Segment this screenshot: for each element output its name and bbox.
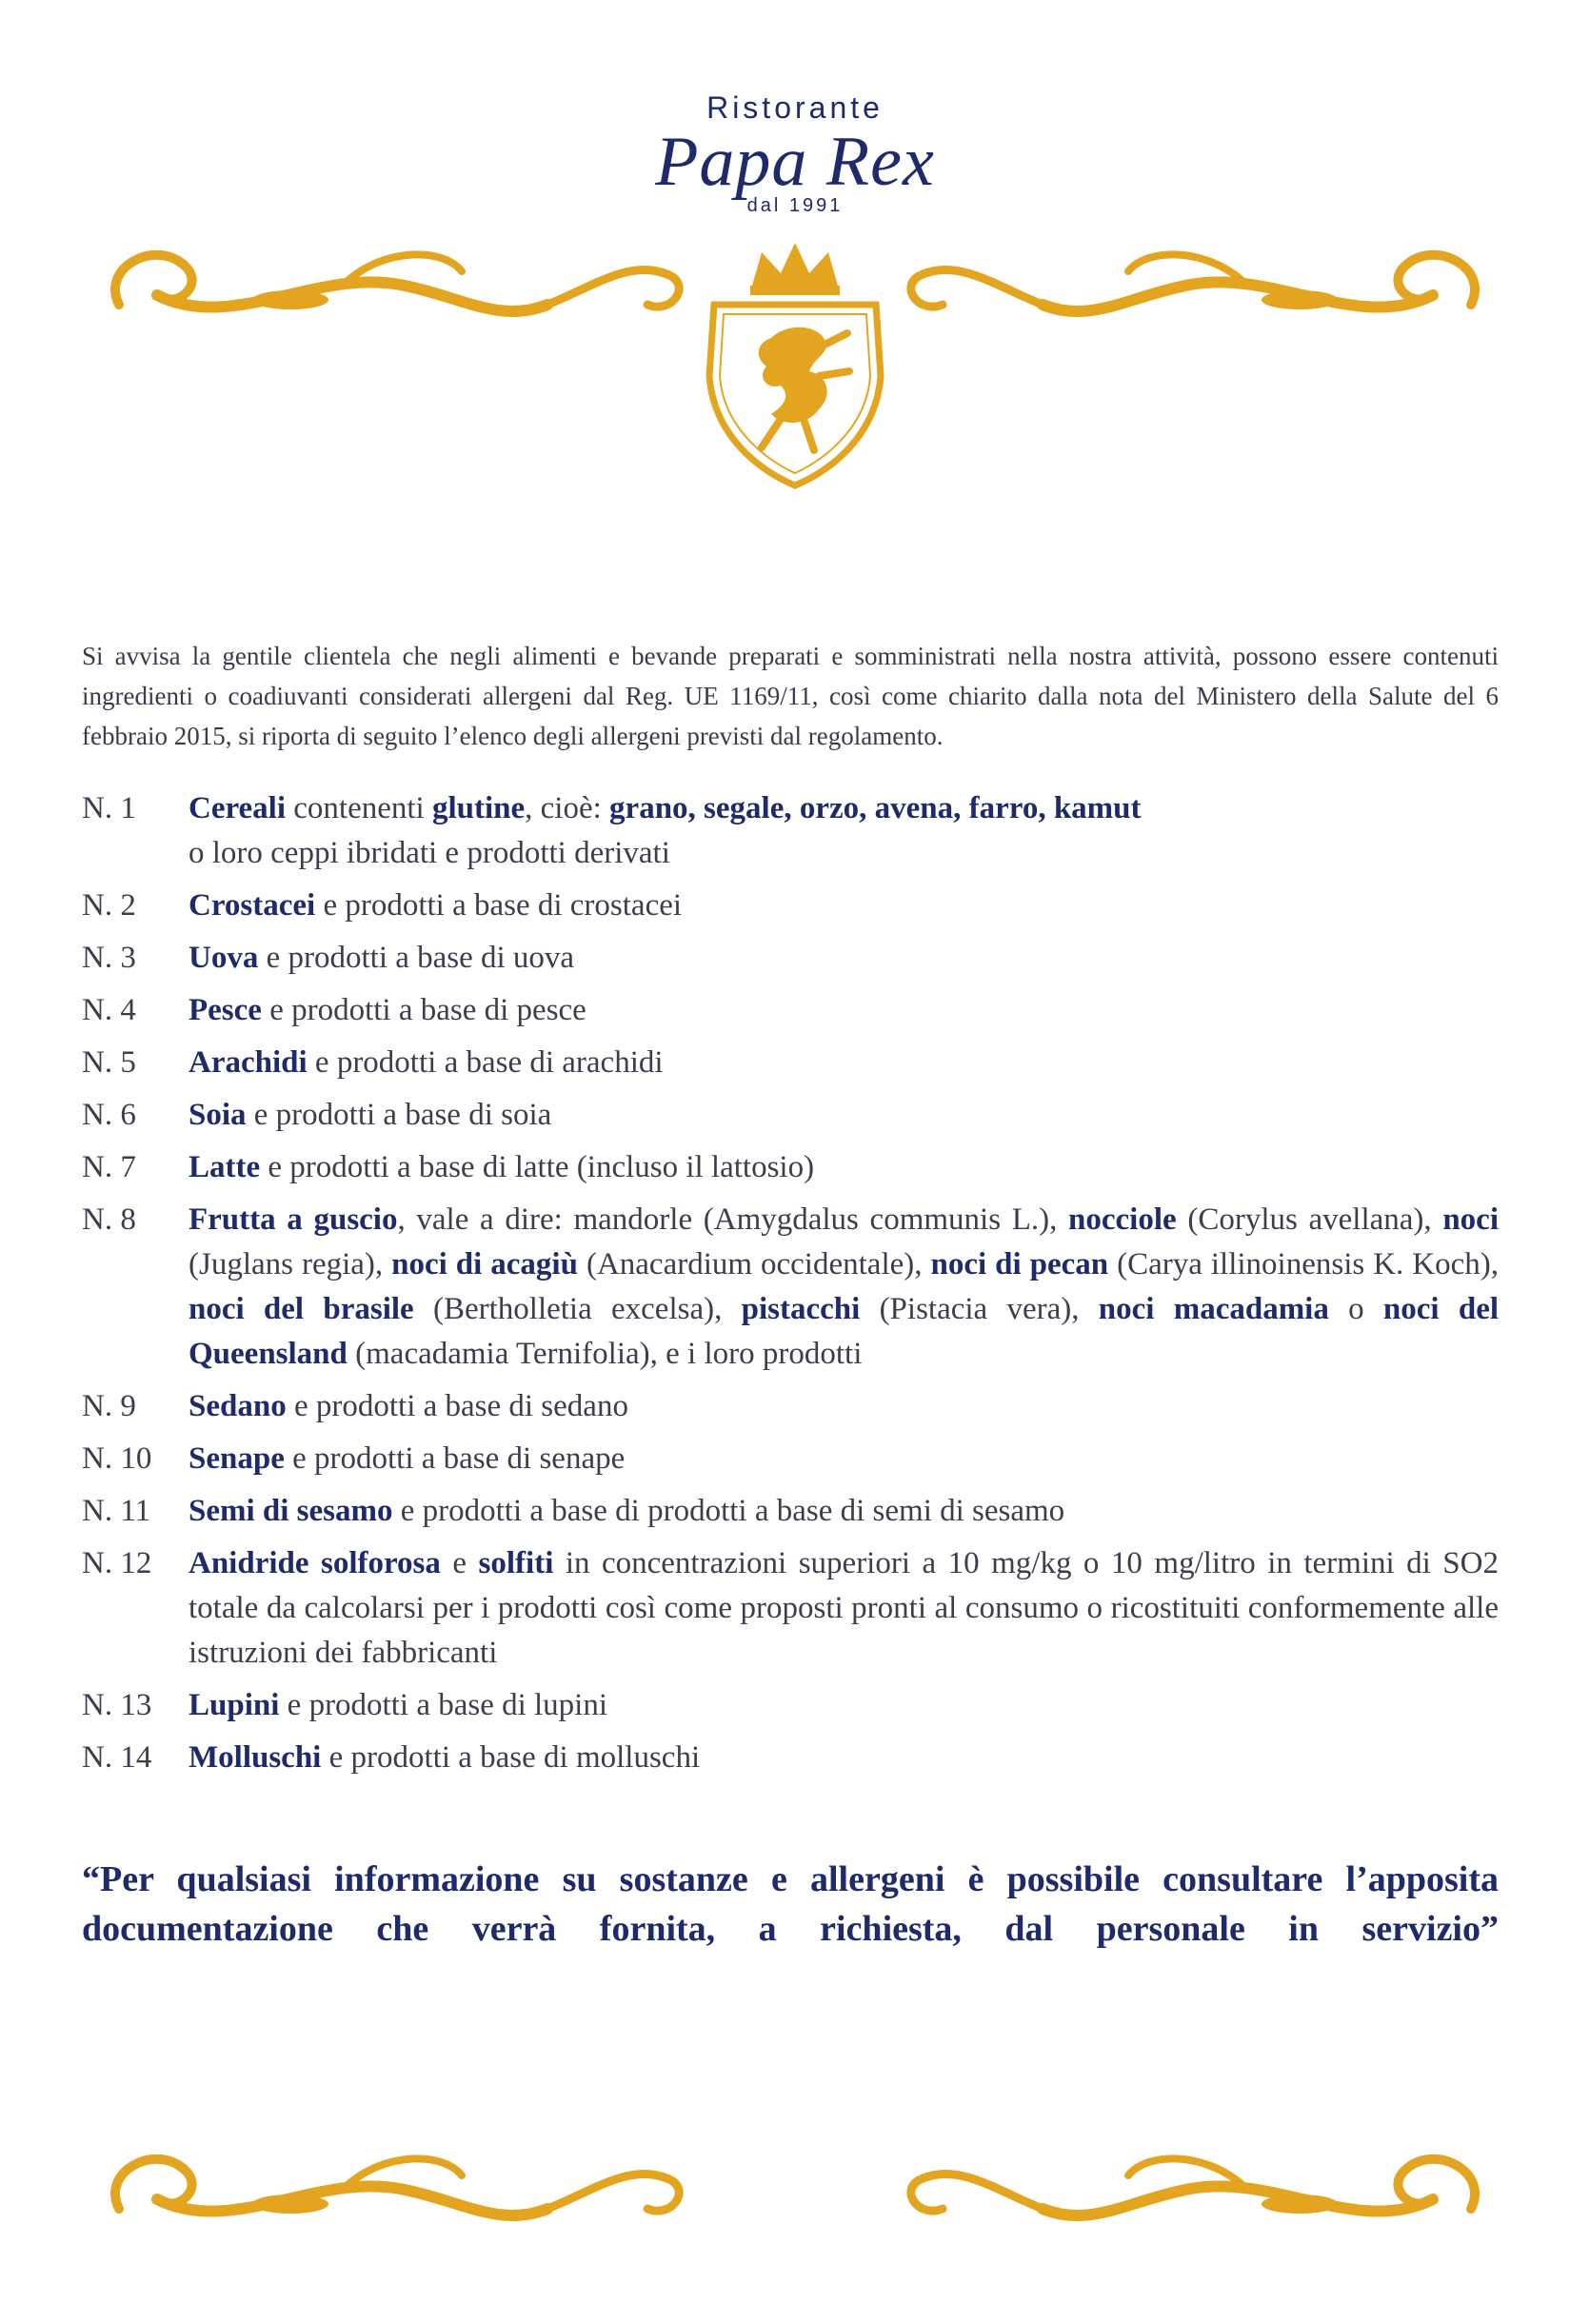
allergen-item: [82, 884, 1499, 928]
brand-name: Papa Rex: [655, 123, 935, 201]
allergen-name: Latte: [189, 1150, 261, 1184]
allergen-description: [189, 786, 1499, 876]
brand-top-text: Ristorante: [706, 90, 884, 125]
allergen-number: N. 8: [82, 1202, 136, 1237]
allergen-text: e prodotti a base di soia: [246, 1098, 552, 1132]
allergen-text: (Bertholletia excelsa),: [413, 1292, 742, 1326]
allergen-name: noci di pecan: [930, 1247, 1109, 1281]
allergen-description: [189, 1093, 1499, 1138]
allergen-item: [82, 1145, 1499, 1190]
allergen-description: [189, 884, 1499, 928]
allergen-item: [82, 1541, 1499, 1676]
allergen-number: N. 13: [82, 1688, 152, 1722]
allergen-name: Senape: [189, 1441, 285, 1476]
allergen-text: , cioè:: [525, 791, 610, 825]
allergen-item: [82, 1384, 1499, 1429]
header: [0, 0, 1590, 533]
allergen-name: noci di acagiù: [391, 1247, 578, 1281]
allergen-name: Arachidi: [189, 1045, 308, 1080]
allergen-name: Molluschi: [189, 1740, 322, 1775]
allergen-text: e prodotti a base di sedano: [286, 1389, 628, 1423]
allergen-list: [82, 786, 1499, 1788]
allergen-item: [82, 1683, 1499, 1728]
allergen-name: Soia: [189, 1098, 247, 1132]
allergen-number: N. 2: [82, 888, 136, 923]
allergen-text: e prodotti a base di crostacei: [315, 888, 683, 923]
allergen-text: , vale a dire: mandorle (Amygdalus communis L.),: [397, 1202, 1069, 1237]
allergen-number: N. 7: [82, 1150, 136, 1184]
allergen-text: e prodotti a base di molluschi: [321, 1740, 701, 1775]
allergen-number: N. 12: [82, 1546, 152, 1580]
allergen-name: Pesce: [189, 993, 262, 1027]
allergen-item: [82, 936, 1499, 981]
allergen-description: [189, 988, 1499, 1033]
allergen-description: [189, 1683, 1499, 1728]
allergen-text: e prodotti a base di latte (incluso il lattosio): [260, 1150, 815, 1184]
allergen-name: Sedano: [189, 1389, 287, 1423]
allergen-number: N. 11: [82, 1494, 151, 1528]
allergen-name: Semi di sesamo: [189, 1494, 393, 1528]
intro-notice: [82, 636, 1499, 756]
allergen-name: nocciole: [1068, 1202, 1177, 1237]
allergen-text: e prodotti a base di lupini: [279, 1688, 608, 1722]
allergen-name: grano, segale, orzo, avena, farro, kamut: [609, 791, 1142, 825]
allergen-number: N. 1: [82, 791, 136, 825]
allergen-text: (Corylus avellana),: [1176, 1202, 1443, 1237]
allergen-name: solfiti: [478, 1546, 554, 1580]
allergen-name: Lupini: [189, 1688, 280, 1722]
allergen-name: Crostacei: [189, 888, 316, 923]
allergen-text: (macadamia Ternifolia), e i loro prodotti: [347, 1337, 863, 1371]
flourish-right-icon: [900, 228, 1490, 352]
allergen-name: Uova: [189, 941, 259, 975]
allergen-description: [189, 1198, 1499, 1377]
allergen-text: e prodotti a base di pesce: [261, 993, 586, 1027]
allergen-text: contenenti: [286, 791, 432, 825]
allergen-description: [189, 1736, 1499, 1780]
allergen-number: N. 3: [82, 941, 136, 975]
allergen-name: glutine: [431, 791, 526, 825]
allergen-description: [189, 1384, 1499, 1429]
allergen-item: [82, 1198, 1499, 1377]
allergen-name: noci: [1442, 1202, 1499, 1237]
allergen-name: Frutta a guscio: [189, 1202, 398, 1237]
allergen-number: N. 5: [82, 1045, 136, 1080]
flourish-bottom-left-icon: [100, 2133, 690, 2256]
allergen-text: o loro ceppi ibridati e prodotti derivati: [189, 836, 670, 870]
allergen-name: noci macadamia: [1098, 1292, 1329, 1326]
allergen-item: [82, 1489, 1499, 1534]
allergen-number: N. 10: [82, 1441, 152, 1476]
allergen-text: e prodotti a base di uova: [258, 941, 575, 975]
allergen-name: Cereali: [189, 791, 287, 825]
allergen-description: [189, 1041, 1499, 1085]
allergen-name: noci del brasile: [189, 1292, 414, 1326]
allergen-number: N. 9: [82, 1389, 136, 1423]
allergen-text: e prodotti a base di prodotti a base di semi di sesamo: [392, 1494, 1065, 1528]
allergen-name: Anidride solforosa: [189, 1546, 441, 1580]
allergen-text: e: [440, 1546, 479, 1580]
allergen-text: (Pistacia vera),: [860, 1292, 1099, 1326]
allergen-text: e prodotti a base di senape: [284, 1441, 626, 1476]
allergen-text: (Carya illinoinensis K. Koch),: [1108, 1247, 1499, 1281]
allergen-text: e prodotti a base di arachidi: [307, 1045, 664, 1080]
allergen-description: [189, 936, 1499, 981]
allergen-item: [82, 1437, 1499, 1481]
brand-since: dal 1991: [746, 195, 844, 216]
allergen-item: [82, 786, 1499, 876]
allergen-number: N. 6: [82, 1098, 136, 1132]
allergen-text: in concentrazioni superiori a 10 mg/kg o 10 mg/litro in termini di SO2 totale da calcolarsi per i prodotti così come proposti pronti al consumo o ricostituiti conformemente alle istruzioni dei fabbricanti: [189, 1546, 1499, 1670]
allergen-number: N. 4: [82, 993, 136, 1027]
allergen-description: [189, 1145, 1499, 1190]
allergen-item: [82, 1093, 1499, 1138]
allergen-item: [82, 988, 1499, 1033]
allergen-name: noci del Queensland: [189, 1292, 1500, 1371]
allergen-text: (Anacardium occidentale),: [577, 1247, 931, 1281]
allergen-text: o: [1328, 1292, 1383, 1326]
allergen-description: [189, 1541, 1499, 1676]
intro-text: Si avvisa la gentile clientela che negli alimenti e bevande preparati e somministrati nella nostra attività, possono essere contenuti ingredienti o coadiuvanti considerati allergeni dal Reg. UE 1169/11, così come chiarito dalla nota del Ministero della Salute del 6 febbraio 2015, si riporta di seguito l’elenco degli allergeni previsti dal regolamento.: [82, 642, 1499, 750]
flourish-bottom-right-icon: [900, 2133, 1490, 2256]
allergen-description: [189, 1437, 1499, 1481]
allergen-item: [82, 1041, 1499, 1085]
crest-shield-icon: [695, 233, 895, 500]
allergen-text: (Juglans regia),: [189, 1247, 392, 1281]
allergen-description: [189, 1489, 1499, 1534]
allergen-name: pistacchi: [741, 1292, 861, 1326]
closing-note: “Per qualsiasi informazione su sostanze e allergeni è possibile consultare l’apposita documentazione che verrà fornita, a richiesta, dal personale in servizio”: [82, 1859, 1499, 1949]
allergen-number: N. 14: [82, 1740, 152, 1775]
flourish-left-icon: [100, 228, 690, 352]
allergen-item: [82, 1736, 1499, 1780]
